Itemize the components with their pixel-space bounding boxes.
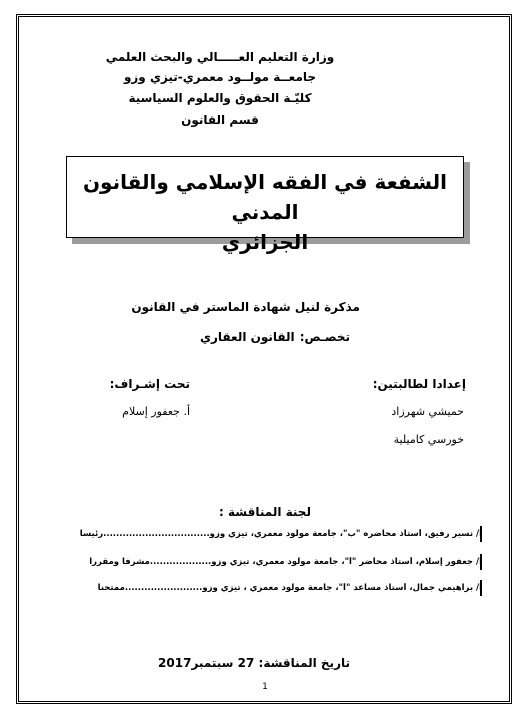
thesis-specialty [200, 326, 350, 345]
specialty-value: القانون العقاري [200, 330, 295, 344]
title-line-1: الشفعة في الفقه الإسلامي والقانون المدني [82, 170, 448, 224]
committee-member-3: أ/ براهيمي جمال، أستاذ مساعد "أ"، جامعة مولود معمري ، تيزي وزو........................ممتحنا [97, 583, 482, 593]
committee-label: لجنة المناقشة : [219, 505, 311, 519]
ministry-name: وزارة التعليم العـــــالي والبحث العلمي [105, 50, 335, 64]
faculty-name: كليّـة الحقوق والعلوم السياسية [128, 91, 312, 105]
specialty-label: تخصـص: [299, 330, 350, 344]
department-name: قسم القانون [181, 113, 259, 127]
students-label: إعدادا لطالبتين: [372, 377, 466, 391]
title-box [66, 156, 464, 254]
title-line-2: الجزائري [221, 230, 309, 254]
student-name-2: خورسي كاميلية [393, 433, 464, 446]
supervisor-name: أ. جعفور إسلام [122, 405, 190, 418]
committee-member-1: أ/ نسير رفيق، أستاذ محاضره "ب"، جامعة مولود معمري، تيزي وزو.................................رئيسا [79, 529, 482, 539]
student-name-1: حميشي شهرزاد [391, 405, 464, 418]
defense-date: تاريخ المناقشة: 27 سبتمبر2017 [158, 656, 350, 670]
supervision-label: تحت إشـراف: [109, 377, 190, 391]
thesis-purpose: مذكرة لنيل شهادة الماستر في القانون [131, 300, 360, 314]
committee-member-2: أ/ جعفور إسلام، أستاذ محاضر "أ"، جامعة مولود معمري، تيزي وزو...................مشرفا ومقررا [89, 557, 482, 567]
page-number: 1 [262, 682, 268, 692]
university-name: جامعــة مولــود معمري-تيزي وزو [123, 70, 317, 84]
